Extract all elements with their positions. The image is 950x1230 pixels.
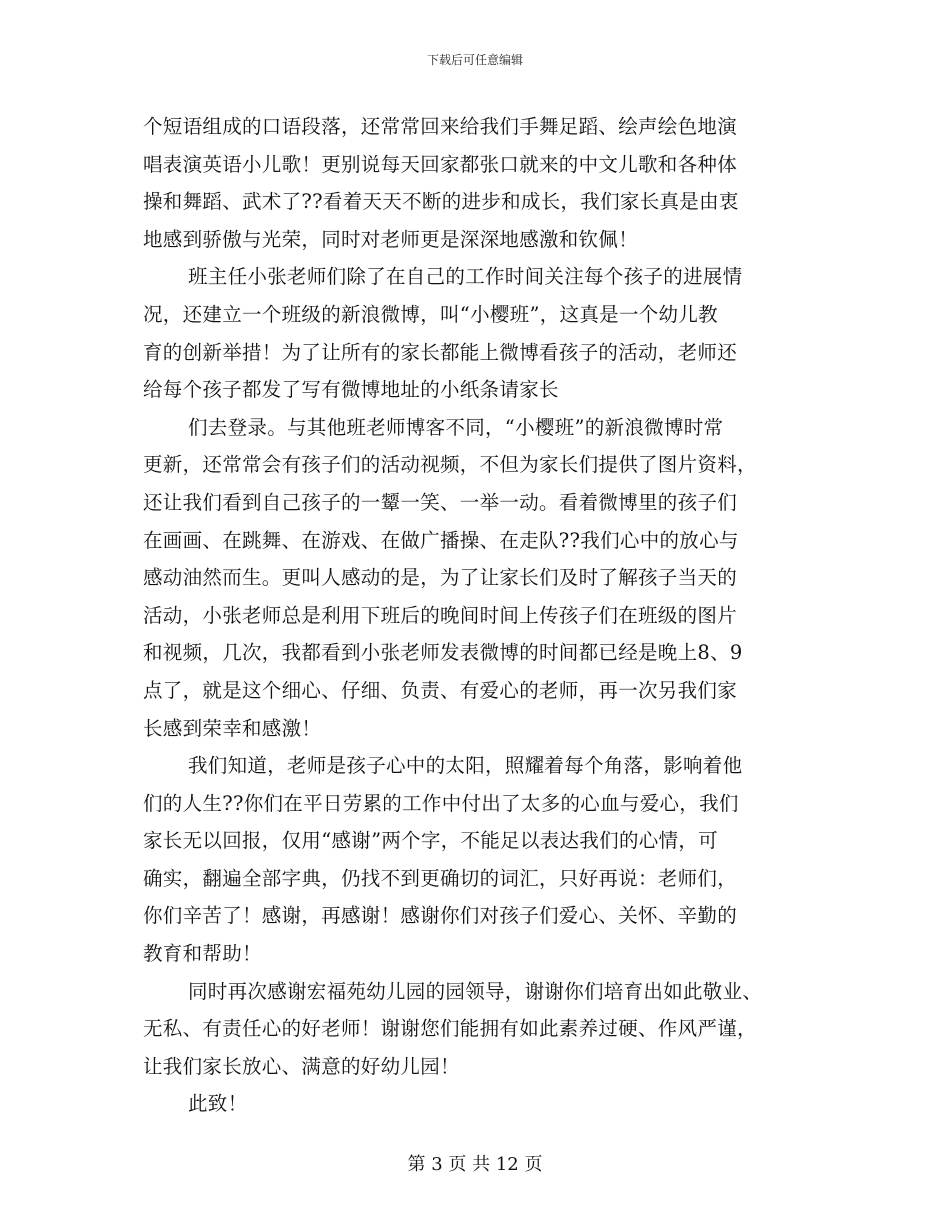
paragraph-start-line: 同时再次感谢宏福苑幼儿园的园领导，谢谢你们培育出如此敬业、 xyxy=(188,979,763,1003)
body-line: 活动，小张老师总是利用下班后的晚间时间上传孩子们在班级的图片 xyxy=(143,603,738,627)
body-line: 况，还建立一个班级的新浪微博，叫“小樱班”，这真是一个幼儿教 xyxy=(143,302,718,326)
paragraph-start-line: 我们知道，老师是孩子心中的太阳，照耀着每个角落，影响着他 xyxy=(188,754,743,778)
paragraph-start-line: 班主任小张老师们除了在自己的工作时间关注每个孩子的进展情 xyxy=(188,265,743,289)
body-line: 还让我们看到自己孩子的一颦一笑、一举一动。看着微博里的孩子们 xyxy=(143,490,738,514)
body-line: 和视频，几次，我都看到小张老师发表微博的时间都已经是晚上8、9 xyxy=(143,641,743,665)
body-line: 点了，就是这个细心、仔细、负责、有爱心的老师，再一次另我们家 xyxy=(143,678,738,702)
body-line: 唱表演英语小儿歌！更别说每天回家都张口就来的中文儿歌和各种体 xyxy=(143,152,738,176)
body-line: 你们辛苦了！感谢，再感谢！感谢你们对孩子们爱心、关怀、辛勤的 xyxy=(143,904,738,928)
body-line: 无私、有责任心的好老师！谢谢您们能拥有如此素养过硬、作风严谨， xyxy=(143,1017,757,1041)
body-line: 感动油然而生。更叫人感动的是，为了让家长们及时了解孩子当天的 xyxy=(143,566,738,590)
body-line: 给每个孩子都发了写有微博地址的小纸条请家长 xyxy=(143,378,559,402)
body-line: 操和舞蹈、武术了??看着天天不断的进步和成长，我们家长真是由衷 xyxy=(143,190,739,214)
closing-line: 此致！ xyxy=(188,1092,248,1116)
body-line: 让我们家长放心、满意的好幼儿园！ xyxy=(143,1054,460,1078)
body-line: 教育和帮助！ xyxy=(143,942,262,966)
body-line: 们的人生??你们在平日劳累的工作中付出了太多的心血与爱心，我们 xyxy=(143,791,739,815)
document-body xyxy=(143,108,811,1123)
body-line: 个短语组成的口语段落，还常常回来给我们手舞足蹈、绘声绘色地演 xyxy=(143,115,738,138)
body-line: 长感到荣幸和感激！ xyxy=(143,716,322,740)
paragraph-start-line: 们去登录。与其他班老师博客不同，“小樱班”的新浪微博时常 xyxy=(188,415,724,439)
body-line: 更新，还常常会有孩子们的活动视频，不但为家长们提供了图片资料， xyxy=(143,453,757,477)
page-number: 第 3 页 共 12 页 xyxy=(407,1154,543,1175)
body-line: 家长无以回报，仅用“感谢”两个字，不能足以表达我们的心情，可 xyxy=(143,829,718,853)
body-line: 确实，翻遍全部字典，仍找不到更确切的词汇，只好再说：老师们， xyxy=(143,866,738,890)
body-line: 地感到骄傲与光荣，同时对老师更是深深地感激和钦佩！ xyxy=(143,227,639,251)
body-line: 在画画、在跳舞、在游戏、在做广播操、在走队??我们心中的放心与 xyxy=(143,528,739,552)
body-line: 育的创新举措！为了让所有的家长都能上微博看孩子的活动，老师还 xyxy=(143,340,738,364)
page-header: 下载后可任意编辑 xyxy=(426,53,523,67)
